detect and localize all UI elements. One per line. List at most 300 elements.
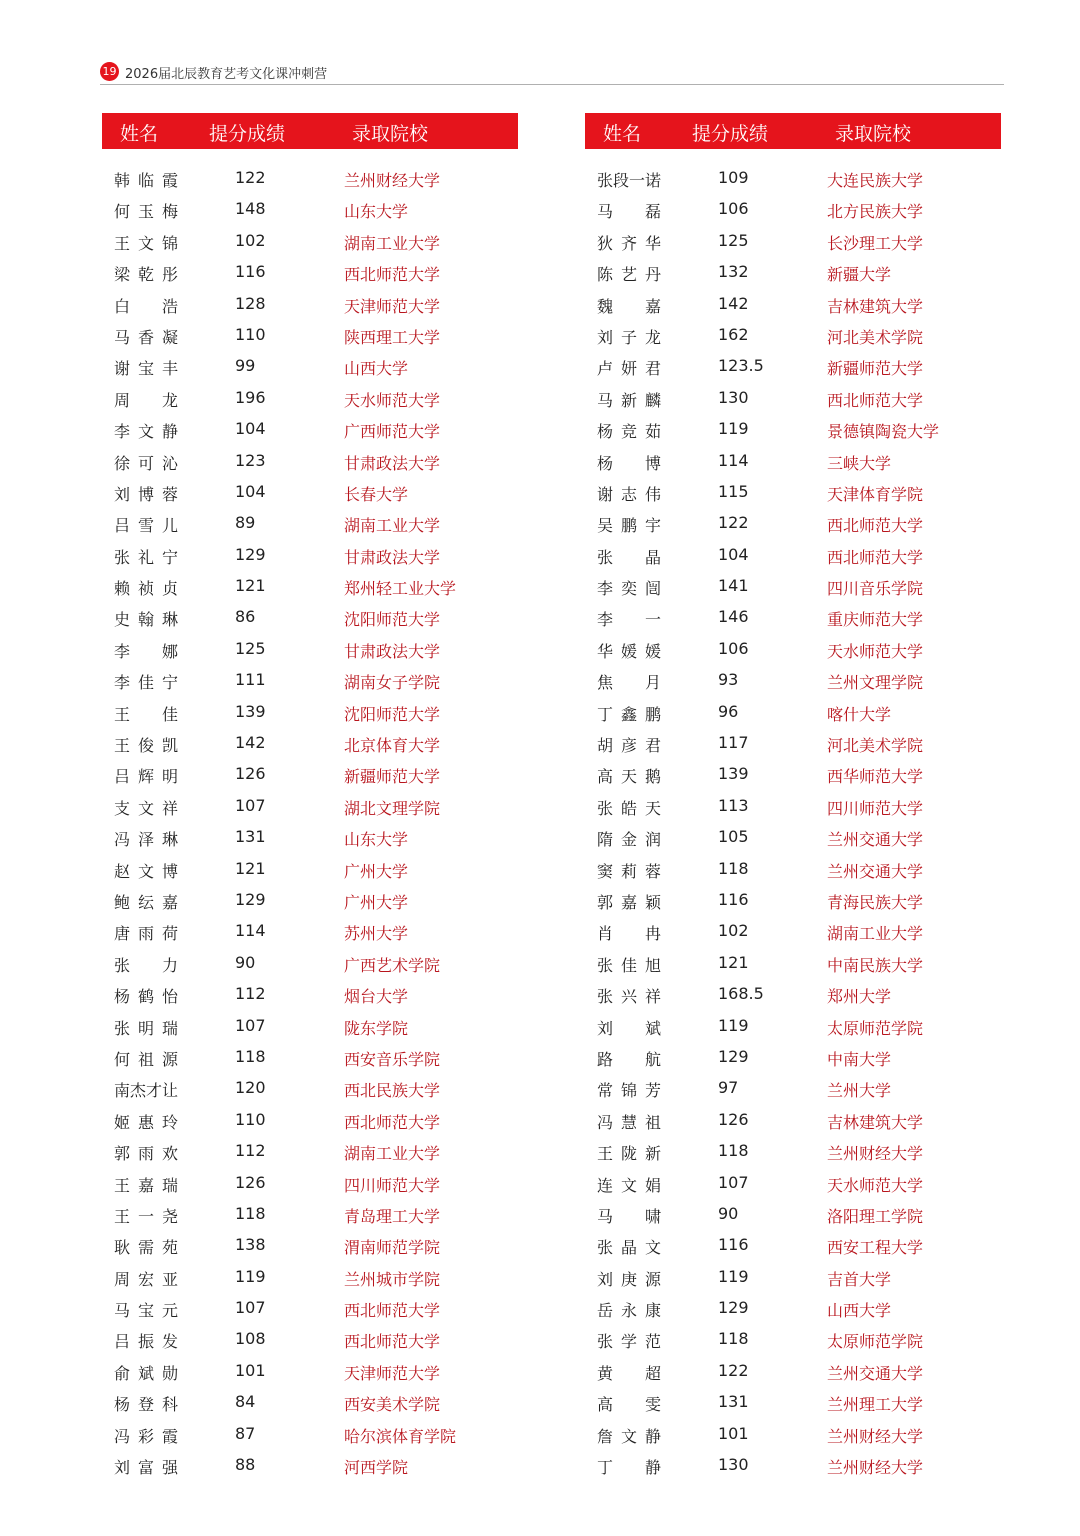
school-name: 兰州交通大学 [827, 830, 924, 850]
student-name: 张兴祥 [597, 987, 661, 1007]
school-name: 郑州轻工业大学 [344, 579, 457, 599]
score-value: 122 [718, 513, 749, 533]
score-value: 109 [718, 168, 749, 187]
school-name: 天水师范大学 [344, 390, 441, 410]
school-name: 河北美术学院 [827, 327, 924, 347]
student-name: 张皓天 [597, 798, 661, 818]
student-name: 刘庚源 [597, 1269, 661, 1289]
score-value: 104 [718, 544, 749, 564]
student-name: 何祖源 [114, 1049, 178, 1069]
school-name: 北京体育大学 [344, 736, 441, 756]
student-name: 魏 嘉 [597, 296, 661, 316]
table-row [102, 1325, 518, 1356]
student-name: 杨竞茹 [597, 422, 661, 442]
school-name: 湖南工业大学 [827, 924, 924, 944]
student-name: 南杰才让 [114, 1081, 179, 1101]
student-name: 支文祥 [114, 798, 178, 818]
student-name: 刘博蓉 [114, 484, 178, 504]
school-name: 山东大学 [344, 830, 409, 850]
score-value: 116 [718, 1235, 749, 1255]
table-row [102, 478, 518, 509]
score-value: 107 [235, 795, 266, 815]
table-row [585, 1074, 1001, 1105]
score-value: 141 [718, 576, 749, 596]
admission-table-right [585, 113, 1001, 1482]
school-name: 沈阳师范大学 [344, 704, 441, 724]
score-value: 101 [718, 1423, 749, 1443]
table-row [102, 258, 518, 289]
school-name: 西北师范大学 [344, 1332, 441, 1352]
student-name: 李 娜 [114, 641, 178, 661]
table-header [102, 113, 518, 149]
student-name: 史翰琳 [114, 610, 178, 630]
student-name: 郭嘉颖 [597, 892, 661, 912]
score-value: 105 [718, 827, 749, 847]
school-name: 兰州文理学院 [827, 673, 924, 693]
student-name: 刘 斌 [597, 1018, 661, 1038]
school-name: 广州大学 [344, 892, 409, 912]
score-value: 112 [235, 1141, 266, 1161]
score-value: 138 [235, 1235, 266, 1255]
student-name: 冯泽琳 [114, 830, 178, 850]
score-value: 123 [235, 450, 266, 470]
student-name: 马新麟 [597, 390, 661, 410]
score-value: 128 [235, 293, 266, 313]
score-value: 119 [718, 1266, 749, 1286]
school-name: 广西师范大学 [344, 422, 441, 442]
score-value: 123.5 [718, 356, 764, 376]
student-name: 韩临霞 [114, 171, 178, 190]
school-name: 哈尔滨体育学院 [344, 1426, 457, 1446]
table-row [102, 509, 518, 540]
score-value: 196 [235, 387, 266, 407]
table-row [585, 164, 1001, 195]
school-name: 新疆师范大学 [344, 767, 441, 787]
score-value: 116 [235, 262, 266, 282]
table-row [585, 352, 1001, 383]
table-row [585, 949, 1001, 980]
table-row [102, 195, 518, 226]
table-row [585, 855, 1001, 886]
student-name: 张段一诺 [597, 171, 662, 190]
school-name: 兰州城市学院 [344, 1269, 441, 1289]
score-value: 129 [718, 1298, 749, 1318]
student-name: 马 啸 [597, 1206, 661, 1226]
table-row [102, 1074, 518, 1105]
table-row [585, 698, 1001, 729]
table-row [585, 1200, 1001, 1231]
school-name: 陇东学院 [344, 1018, 409, 1038]
score-value: 142 [718, 293, 749, 313]
student-name: 刘富强 [114, 1458, 178, 1478]
table-row [102, 227, 518, 258]
school-name: 河西学院 [344, 1458, 409, 1478]
student-name: 谢志伟 [597, 484, 661, 504]
score-value: 130 [718, 1455, 749, 1475]
score-value: 142 [235, 733, 266, 753]
student-name: 张学范 [597, 1332, 661, 1352]
school-name: 中南民族大学 [827, 955, 924, 975]
school-name: 兰州财经大学 [827, 1144, 924, 1164]
score-value: 116 [718, 889, 749, 909]
student-name: 杨登科 [114, 1395, 178, 1415]
school-name: 西安美术学院 [344, 1395, 441, 1415]
school-name: 西安工程大学 [827, 1238, 924, 1258]
school-name: 西北师范大学 [827, 516, 924, 536]
table-row [102, 1420, 518, 1451]
table-row [585, 1263, 1001, 1294]
score-value: 89 [235, 513, 256, 533]
table-row [585, 635, 1001, 666]
table-row [102, 1388, 518, 1419]
score-value: 93 [718, 670, 739, 690]
student-name: 连文娟 [597, 1175, 661, 1195]
student-name: 周 龙 [114, 390, 178, 410]
table-row [585, 917, 1001, 948]
school-name: 西北师范大学 [344, 1112, 441, 1132]
school-name: 青海民族大学 [827, 892, 924, 912]
score-value: 110 [235, 1109, 266, 1129]
score-value: 90 [718, 1203, 739, 1223]
school-name: 长沙理工大学 [827, 233, 924, 253]
table-row [585, 1357, 1001, 1388]
score-value: 114 [235, 921, 266, 941]
school-name: 河北美术学院 [827, 736, 924, 756]
table-row [102, 164, 518, 195]
school-name: 郑州大学 [827, 987, 892, 1007]
score-value: 121 [718, 952, 749, 972]
score-value: 119 [235, 1266, 266, 1286]
student-name: 白 浩 [114, 296, 178, 316]
score-value: 115 [718, 481, 749, 501]
score-value: 104 [235, 419, 266, 439]
school-name: 渭南师范学院 [344, 1238, 441, 1258]
school-name: 新疆师范大学 [827, 359, 924, 379]
school-name: 西北师范大学 [344, 265, 441, 285]
table-row [102, 855, 518, 886]
table-row [585, 760, 1001, 791]
student-name: 冯彩霞 [114, 1426, 178, 1446]
school-name: 吉林建筑大学 [827, 1112, 924, 1132]
school-name: 沈阳师范大学 [344, 610, 441, 630]
score-value: 118 [235, 1203, 266, 1223]
student-name: 高天鹅 [597, 767, 661, 787]
score-value: 119 [718, 419, 749, 439]
score-value: 132 [718, 262, 749, 282]
school-name: 长春大学 [344, 484, 409, 504]
school-name: 广西艺术学院 [344, 955, 441, 975]
student-name: 张明瑞 [114, 1018, 178, 1038]
student-name: 王嘉瑞 [114, 1175, 178, 1195]
column-header-school: 录取院校 [352, 123, 429, 145]
student-name: 赵文博 [114, 861, 178, 881]
table-row [102, 1200, 518, 1231]
table-row [585, 447, 1001, 478]
admission-table-left [102, 113, 518, 1482]
school-name: 湖南工业大学 [344, 516, 441, 536]
student-name: 吕雪儿 [114, 516, 178, 536]
column-header-name: 姓名 [120, 123, 159, 145]
table-row [102, 384, 518, 415]
score-value: 168.5 [718, 984, 764, 1004]
school-name: 湖南女子学院 [344, 673, 441, 693]
table-row [585, 415, 1001, 446]
school-name: 吉首大学 [827, 1269, 892, 1289]
table-row [585, 258, 1001, 289]
school-name: 四川师范大学 [344, 1175, 441, 1195]
school-name: 兰州交通大学 [827, 861, 924, 881]
school-name: 湖南工业大学 [344, 1144, 441, 1164]
school-name: 西华师范大学 [827, 767, 924, 787]
table-row [102, 1263, 518, 1294]
student-name: 吴鹏宇 [597, 516, 661, 536]
school-name: 湖南工业大学 [344, 233, 441, 253]
school-name: 兰州理工大学 [827, 1395, 924, 1415]
table-row [102, 1137, 518, 1168]
score-value: 84 [235, 1392, 256, 1412]
student-name: 陈艺丹 [597, 265, 661, 285]
column-header-name: 姓名 [603, 123, 642, 145]
table-row [585, 290, 1001, 321]
student-name: 张晶文 [597, 1238, 661, 1258]
student-name: 李奕闿 [597, 579, 661, 599]
student-name: 张 力 [114, 955, 178, 975]
score-value: 122 [718, 1360, 749, 1380]
table-row [585, 572, 1001, 603]
score-value: 126 [718, 1109, 749, 1129]
student-name: 张礼宁 [114, 547, 178, 567]
page-header [100, 60, 1004, 86]
student-name: 华媛媛 [597, 641, 661, 661]
school-name: 山西大学 [344, 359, 409, 379]
school-name: 广州大学 [344, 861, 409, 881]
score-value: 139 [235, 701, 266, 721]
table-row [585, 541, 1001, 572]
score-value: 118 [718, 1141, 749, 1161]
score-value: 106 [718, 199, 749, 219]
score-value: 129 [235, 544, 266, 564]
table-row [102, 415, 518, 446]
school-name: 青岛理工大学 [344, 1206, 441, 1226]
student-name: 何玉梅 [114, 202, 178, 222]
score-value: 148 [235, 199, 266, 219]
table-row [585, 1043, 1001, 1074]
student-name: 王陇新 [597, 1144, 661, 1164]
table-row [585, 321, 1001, 352]
table-header [585, 113, 1001, 149]
student-name: 冯慧祖 [597, 1112, 661, 1132]
student-name: 李文静 [114, 422, 178, 442]
score-value: 126 [235, 1172, 266, 1192]
table-row [585, 729, 1001, 760]
score-value: 107 [718, 1172, 749, 1192]
table-row [585, 1294, 1001, 1325]
table-body [102, 164, 518, 1482]
score-value: 118 [235, 1046, 266, 1066]
school-name: 湖北文理学院 [344, 798, 441, 818]
table-row [585, 227, 1001, 258]
school-name: 天水师范大学 [827, 641, 924, 661]
score-value: 107 [235, 1298, 266, 1318]
score-value: 139 [718, 764, 749, 784]
table-row [102, 447, 518, 478]
school-name: 甘肃政法大学 [344, 547, 441, 567]
table-row [585, 603, 1001, 634]
student-name: 姬惠玲 [114, 1112, 178, 1132]
student-name: 焦 月 [597, 673, 661, 693]
score-value: 125 [718, 230, 749, 250]
student-name: 唐雨荷 [114, 924, 178, 944]
score-value: 110 [235, 324, 266, 344]
table-row [585, 980, 1001, 1011]
school-name: 山东大学 [344, 202, 409, 222]
score-value: 106 [718, 638, 749, 658]
school-name: 兰州财经大学 [827, 1458, 924, 1478]
score-value: 97 [718, 1078, 739, 1098]
score-value: 129 [718, 1046, 749, 1066]
school-name: 吉林建筑大学 [827, 296, 924, 316]
student-name: 吕振发 [114, 1332, 178, 1352]
school-name: 洛阳理工学院 [827, 1206, 924, 1226]
school-name: 兰州财经大学 [827, 1426, 924, 1446]
school-name: 西北师范大学 [827, 547, 924, 567]
score-value: 90 [235, 952, 256, 972]
header-divider [100, 84, 1004, 85]
table-row [585, 792, 1001, 823]
school-name: 兰州财经大学 [344, 171, 441, 190]
score-value: 86 [235, 607, 256, 627]
student-name: 马宝元 [114, 1301, 178, 1321]
score-value: 118 [718, 858, 749, 878]
score-value: 104 [235, 481, 266, 501]
student-name: 徐可沁 [114, 453, 178, 473]
student-name: 王一尧 [114, 1206, 178, 1226]
score-value: 121 [235, 576, 266, 596]
table-row [102, 666, 518, 697]
table-row [102, 1012, 518, 1043]
student-name: 郭雨欢 [114, 1144, 178, 1164]
student-name: 王文锦 [114, 233, 178, 253]
table-row [585, 478, 1001, 509]
school-name: 西安音乐学院 [344, 1049, 441, 1069]
table-row [585, 1420, 1001, 1451]
school-name: 兰州大学 [827, 1081, 892, 1101]
table-row [102, 1357, 518, 1388]
student-name: 杨鹤怡 [114, 987, 178, 1007]
score-value: 102 [718, 921, 749, 941]
table-row [585, 1106, 1001, 1137]
score-value: 102 [235, 230, 266, 250]
table-row [102, 729, 518, 760]
school-name: 大连民族大学 [827, 171, 924, 190]
table-row [102, 917, 518, 948]
student-name: 马 磊 [597, 202, 661, 222]
table-row [102, 760, 518, 791]
table-row [585, 384, 1001, 415]
table-row [102, 792, 518, 823]
table-body [585, 164, 1001, 1482]
table-row [102, 290, 518, 321]
table-row [102, 698, 518, 729]
school-name: 天津师范大学 [344, 1363, 441, 1383]
score-value: 126 [235, 764, 266, 784]
table-row [102, 980, 518, 1011]
table-row [102, 321, 518, 352]
student-name: 张 晶 [597, 547, 661, 567]
student-name: 李 一 [597, 610, 661, 630]
score-value: 112 [235, 984, 266, 1004]
table-row [102, 572, 518, 603]
score-value: 130 [718, 387, 749, 407]
table-row [585, 1137, 1001, 1168]
school-name: 西北师范大学 [827, 390, 924, 410]
student-name: 王 佳 [114, 704, 178, 724]
table-row [102, 886, 518, 917]
school-name: 天津师范大学 [344, 296, 441, 316]
school-name: 苏州大学 [344, 924, 409, 944]
table-row [585, 1231, 1001, 1262]
student-name: 丁鑫鹏 [597, 704, 661, 724]
score-value: 119 [718, 1015, 749, 1035]
school-name: 新疆大学 [827, 265, 892, 285]
student-name: 谢宝丰 [114, 359, 178, 379]
score-value: 96 [718, 701, 739, 721]
student-name: 俞斌勋 [114, 1363, 178, 1383]
student-name: 岳永康 [597, 1301, 661, 1321]
score-value: 88 [235, 1455, 256, 1475]
table-row [102, 1169, 518, 1200]
score-value: 108 [235, 1329, 266, 1349]
score-value: 111 [235, 670, 266, 690]
score-value: 131 [718, 1392, 749, 1412]
table-row [585, 1169, 1001, 1200]
table-row [102, 541, 518, 572]
table-row [102, 949, 518, 980]
student-name: 李佳宁 [114, 673, 178, 693]
score-value: 120 [235, 1078, 266, 1098]
score-value: 114 [718, 450, 749, 470]
table-row [585, 666, 1001, 697]
school-name: 太原师范学院 [827, 1332, 924, 1352]
school-name: 陕西理工大学 [344, 327, 441, 347]
table-row [102, 603, 518, 634]
school-name: 山西大学 [827, 1301, 892, 1321]
student-name: 杨 博 [597, 453, 661, 473]
score-value: 107 [235, 1015, 266, 1035]
page-number-badge: 19 [100, 62, 119, 81]
student-name: 王俊凯 [114, 736, 178, 756]
column-header-score: 提分成绩 [692, 123, 769, 145]
score-value: 162 [718, 324, 749, 344]
table-row [102, 635, 518, 666]
student-name: 胡彦君 [597, 736, 661, 756]
student-name: 路 航 [597, 1049, 661, 1069]
student-name: 肖 冉 [597, 924, 661, 944]
student-name: 丁 静 [597, 1458, 661, 1478]
header-title: 2026届北辰教育艺考文化课冲刺营 [125, 67, 328, 82]
school-name: 西北师范大学 [344, 1301, 441, 1321]
student-name: 刘子龙 [597, 327, 661, 347]
table-row [585, 886, 1001, 917]
table-row [585, 195, 1001, 226]
school-name: 喀什大学 [827, 704, 892, 724]
score-value: 99 [235, 356, 256, 376]
score-value: 125 [235, 638, 266, 658]
school-name: 北方民族大学 [827, 202, 924, 222]
school-name: 中南大学 [827, 1049, 892, 1069]
score-value: 118 [718, 1329, 749, 1349]
student-name: 黄 超 [597, 1363, 661, 1383]
